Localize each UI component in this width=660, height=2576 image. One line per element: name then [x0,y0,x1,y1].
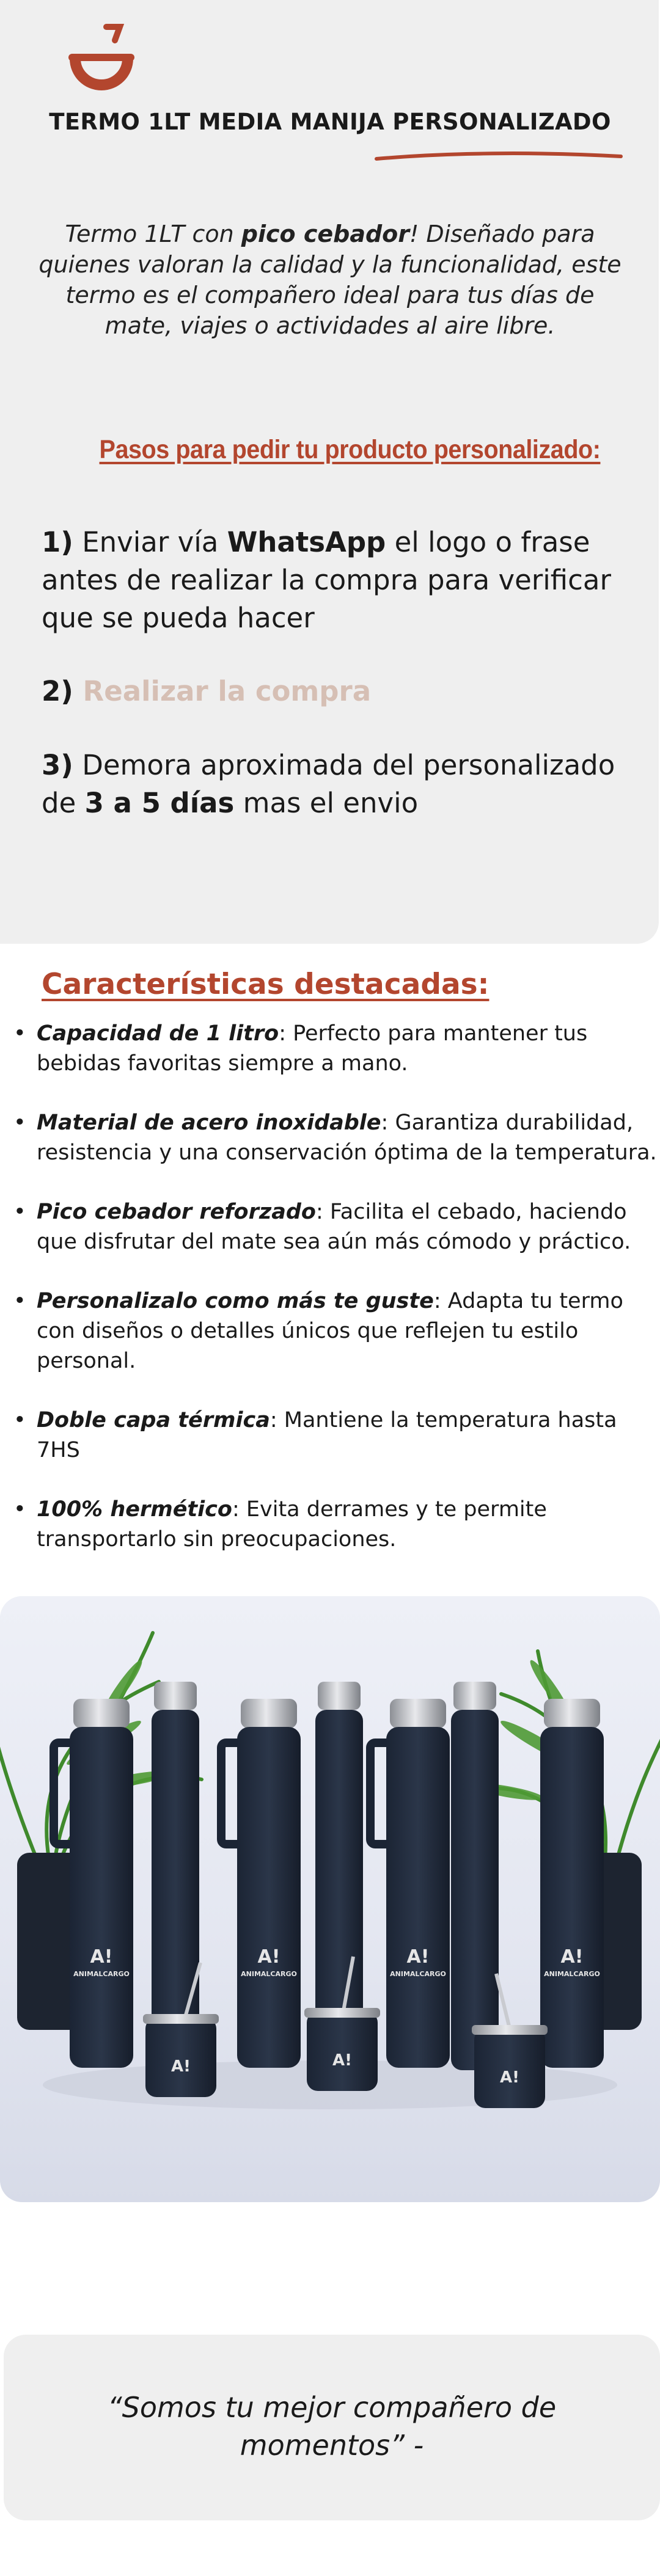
feature-item [13,1286,660,1376]
brand-mark: A! [500,2068,519,2087]
page-title: TERMO 1LT MEDIA MANIJA PERSONALIZADO [49,109,611,135]
step-number: 1) [42,526,73,558]
feature-item [13,1495,660,1555]
step-text: Enviar vía [73,526,227,558]
mate-logo-icon [64,22,139,98]
bullet-icon: • [13,1021,26,1046]
feature-name: 100% hermético [37,1497,232,1522]
step-2 [42,673,616,710]
bullet-icon: • [13,1497,26,1522]
quote-card [4,2335,660,2520]
product-photo [0,1596,660,2202]
feature-item [13,1406,660,1465]
features-heading: Características destacadas: [42,968,490,1001]
brand-mark: A! [90,1946,113,1968]
intro-text [31,219,629,341]
title-underline [374,148,623,165]
feature-name: Doble capa térmica [37,1408,270,1432]
intro-prefix: Termo 1LT con [65,221,241,247]
intro-suffix: ! Diseñado para quienes valoran la calidad y la funcionalidad, este termo es el compañero ideal para tus días de mate, viajes o actividades al aire libre. [38,221,622,339]
step-number: 3) [42,749,73,781]
step-1 [42,524,616,637]
step-text: el logo o frase antes de realizar la compra para verificar que se pueda hacer [42,526,611,634]
feature-item [13,1019,660,1079]
features-list [13,1019,660,1584]
step-number: 2) [42,675,73,707]
bullet-icon: • [13,1289,26,1313]
bullet-icon: • [13,1200,26,1224]
brand-name: ANIMALCARGO [73,1970,130,1978]
feature-desc: : Garantiza durabilidad, resistencia y una conservación óptima de la temperatura. [37,1111,657,1165]
brand-mark: A! [406,1946,430,1968]
step-text: mas el envio [234,787,419,819]
quote-text [4,2388,660,2464]
feature-desc: : Perfecto para mantener tus bebidas favoritas siempre a mano. [37,1021,588,1076]
feature-desc: : Mantiene la temperatura hasta 7HS [37,1408,617,1462]
intro-highlight: pico cebador [241,221,410,247]
feature-item [13,1108,660,1168]
quote-line-2: momentos” - [240,2429,424,2462]
step-bold: WhatsApp [227,526,386,558]
product-photo-illustration [0,1596,660,2202]
brand-name: ANIMALCARGO [241,1970,297,1978]
step-bold: 3 a 5 días [84,787,235,819]
brand-mark: A! [332,2051,352,2070]
brand-name: ANIMALCARGO [544,1970,600,1978]
feature-name: Material de acero inoxidable [37,1111,381,1135]
bullet-icon: • [13,1408,26,1432]
step-text: Demora aproximada del personalizado de [42,749,615,819]
feature-desc: : Evita derrames y te permite transportarlo sin preocupaciones. [37,1497,547,1552]
feature-name: Pico cebador reforzado [37,1200,316,1224]
step-3 [42,746,616,822]
brand-mark: A! [560,1946,584,1968]
brand-mark: A! [171,2057,191,2076]
bullet-icon: • [13,1111,26,1135]
quote-line-1: “Somos tu mejor compañero de [107,2391,557,2424]
brand-mark: A! [257,1946,280,1968]
feature-desc: : Facilita el cebado, haciendo que disfrutar del mate sea aún más cómodo y práctico. [37,1200,631,1254]
brand-name: ANIMALCARGO [390,1970,446,1978]
step-text: Realizar la compra [73,675,372,707]
feature-name: Capacidad de 1 litro [37,1021,279,1046]
feature-desc: : Adapta tu termo con diseños o detalles únicos que reflejen tu estilo personal. [37,1289,623,1373]
feature-item [13,1197,660,1257]
feature-name: Personalizalo como más te guste [37,1289,434,1313]
steps-heading: Pasos para pedir tu producto personalizado: [99,435,601,464]
